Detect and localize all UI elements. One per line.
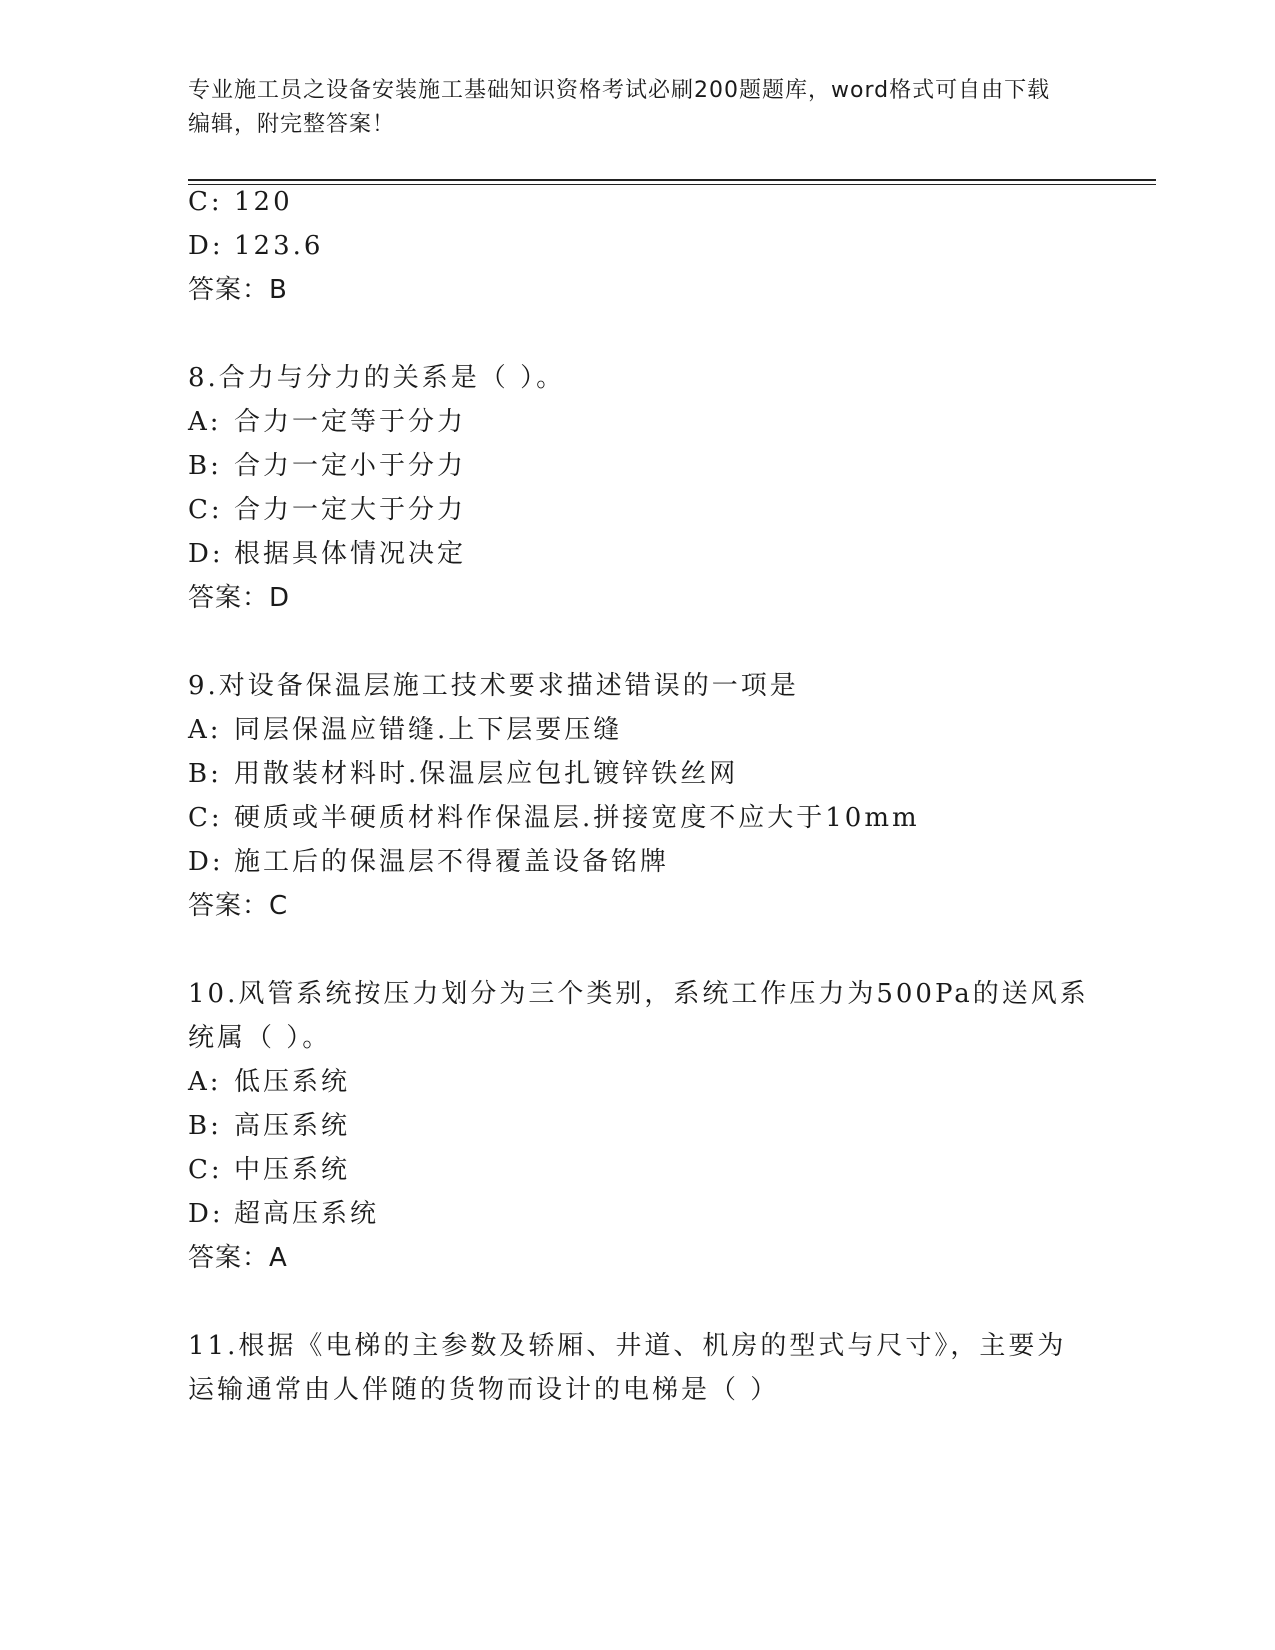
q8-option-a: A: 合力一定等于分力 [188,407,467,437]
header-divider [188,179,1156,181]
q9-option-d: D: 施工后的保温层不得覆盖设备铭牌 [188,847,670,877]
question-10-line-1: 10.风管系统按压力划分为三个类别，系统工作压力为500Pa的送风系 [188,979,1089,1009]
q8-option-c: C: 合力一定大于分力 [188,495,467,525]
question-11-line-2: 运输通常由人伴随的货物而设计的电梯是（ ） [188,1375,780,1405]
q9-option-c: C: 硬质或半硬质材料作保温层.拼接宽度不应大于10mm [188,803,920,833]
answer-q9: 答案：C [188,891,289,921]
q8-option-d: D: 根据具体情况决定 [188,539,467,569]
question-11-line-1: 11.根据《电梯的主参数及轿厢、井道、机房的型式与尺寸》，主要为 [188,1331,1067,1361]
q10-option-c: C: 中压系统 [188,1155,351,1185]
answer-q10: 答案：A [188,1243,288,1273]
q8-option-b: B: 合力一定小于分力 [188,451,467,481]
question-9: 9.对设备保温层施工技术要求描述错误的一项是 [188,671,799,701]
question-8: 8.合力与分力的关系是（ ）。 [188,363,566,393]
document-header: 专业施工员之设备安装施工基础知识资格考试必刷200题题库，word格式可自由下载编辑，附完整答案！ [188,78,1051,137]
q9-option-b: B: 用散装材料时.保温层应包扎镀锌铁丝网 [188,759,739,789]
answer-q7: 答案：B [188,275,288,305]
answer-q8: 答案：D [188,583,291,613]
q10-option-b: B: 高压系统 [188,1111,351,1141]
question-10-line-2: 统属（ ）。 [188,1023,332,1053]
option-d: D: 123.6 [188,231,324,261]
q9-option-a: A: 同层保温应错缝.上下层要压缝 [188,715,623,745]
header-divider-thin [188,184,1156,185]
q10-option-a: A: 低压系统 [188,1067,351,1097]
option-c: C: 120 [188,187,293,217]
q10-option-d: D: 超高压系统 [188,1199,380,1229]
